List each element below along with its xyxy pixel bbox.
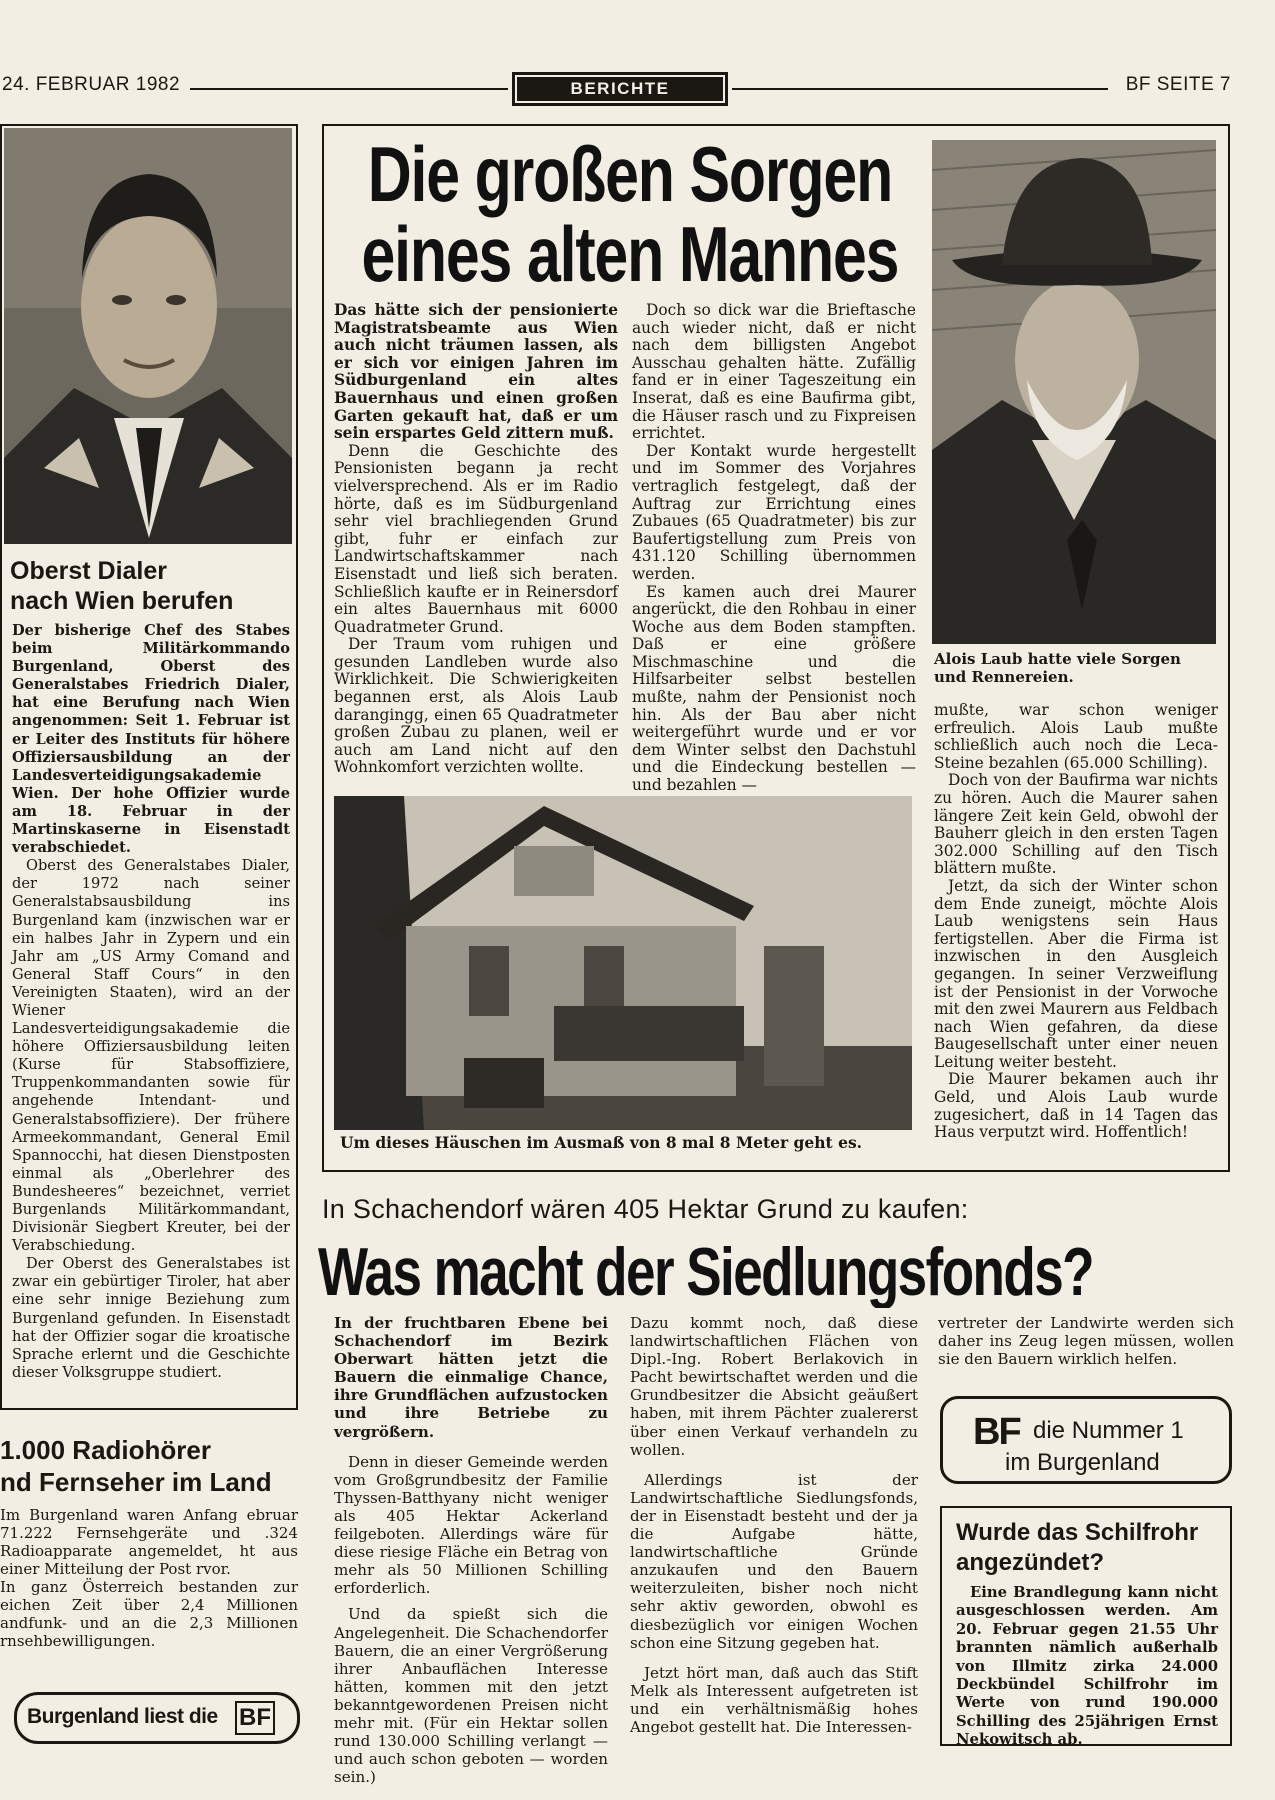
dialer-text bbox=[12, 622, 290, 1382]
old-man-portrait-image bbox=[932, 140, 1216, 644]
radio-headline-line1: 1.000 Radiohörer bbox=[0, 1435, 211, 1465]
main-paragraph: Die Maurer bekamen auch ihr Geld, und Alois Laub wurde zugesichert, daß in 14 Tagen das Haus verputzt wird. Hoffentlich! bbox=[934, 1070, 1218, 1142]
second-paragraph: vertreter der Landwirte werden sich daher ins Zeug legen müssen, wollen sie den Bauern wirklich helfen. bbox=[938, 1314, 1234, 1369]
main-headline-line2: eines alten Mannes bbox=[361, 210, 899, 294]
section-label: BERICHTE bbox=[517, 77, 723, 101]
main-lead: Das hätte sich der pensionierte Magistratsbeamte aus Wien auch nicht träumen lassen, als er sich vor einigen Jahren im Südburgenland ein altes Bauernhaus und einen großen Garten gekauft hat, daß er um sein erspartes Geld zittern muß. bbox=[334, 301, 618, 443]
main-paragraph: Der Kontakt wurde hergestellt und im Sommer des Vorjahres vertraglich festgelegt, daß der Auftrag zur Errichtung eines Zubaues (65 Quadratmeter) bis zur Baufertigstellung zum Preis von 431.120 Schilling übernommen werden. bbox=[632, 441, 916, 583]
second-lead: In der fruchtbaren Ebene bei Schachendorf im Bezirk Oberwart hätten jetzt die Bauern die einmalige Chance, ihre Grundflächen aufzustocken und ihre Betriebe zu vergrößern. bbox=[334, 1314, 608, 1441]
radio-text bbox=[0, 1506, 298, 1650]
main-paragraph: Doch von der Baufirma war nichts zu hören. Auch die Maurer sahen längere Zeit kein Geld, obwohl der Bauherr gleich in den ersten Tagen 302.000 Schilling auf den Tisch blättern mußte. bbox=[934, 771, 1218, 878]
page-number: BF SEITE 7 bbox=[1125, 74, 1231, 95]
main-col3 bbox=[934, 702, 1218, 1142]
main-paragraph: Der Traum vom ruhigen und gesunden Landleben wurde also Wirklichkeit. Die Schwierigkeiten begannen erst, als Alois Laub darangingg, einen 65 Quadratmeter großen Zubau zu planen, weil er auch am Land nicht auf den Wohnkomfort verzichten wollte. bbox=[334, 635, 618, 777]
second-paragraph: Jetzt hört man, daß auch das Stift Melk als Interessent aufgetreten ist und ein verhältnismäßig hohes Angebot gestellt hat. Die Interessen- bbox=[630, 1663, 918, 1736]
bf-ad-line1: die Nummer 1 bbox=[1033, 1417, 1184, 1444]
dialer-photo bbox=[4, 128, 292, 544]
second-col1 bbox=[334, 1314, 608, 1786]
second-paragraph: Und da spießt sich die Angelegenheit. Die Schachendorfer Bauern, die an einer Vergrößerung ihrer Anbauflächen Interesse hätten, kommen mit den jetzt bekanntgewordenen Preisen nicht mehr mit. (Für ein Hektar sollen rund 130.000 Schilling verlangt — und auch schon geboten — worden sein.) bbox=[334, 1605, 608, 1787]
officer-portrait-image bbox=[4, 128, 292, 544]
radio-headline-line2: nd Fernseher im Land bbox=[0, 1467, 272, 1497]
main-headline bbox=[330, 134, 930, 294]
main-paragraph: Doch so dick war die Brieftasche auch wieder nicht, daß er nicht nach dem billigsten Angebot Ausschau gehalten hätte. Zufällig fand er in einer Tageszeitung ein Inserat, daß es eine Baufirma gibt, die Häuser rasch und zu Fixpreisen errichtet. bbox=[632, 301, 916, 443]
bf-logo: BF bbox=[235, 1701, 275, 1735]
schilfrohr-headline bbox=[956, 1518, 1198, 1578]
second-paragraph: Allerdings ist der Landwirtschaftliche Siedlungsfonds, der in Eisenstadt besteht und der ja die Aufgabe hätte, landwirtschaftliche Gründe anzukaufen und den Bauern weiterzuleiten, bisher noch nicht sehr aktiv geworden, obwohl es diesbezüglich vor einigen Wochen schon eine Sitzung gegeben hat. bbox=[630, 1470, 918, 1652]
header-rule-right bbox=[732, 88, 1108, 90]
schilfrohr-box bbox=[940, 1506, 1232, 1749]
main-paragraph: Jetzt, da sich der Winter schon dem Ende zuneigt, möchte Alois Laub wenigstens sein Haus fertigstellen. Aber die Firma ist inzwischen in den Ausgleich gegangen. In seiner Verzweiflung ist der Pensionist in der Vorwoche mit den zwei Maurern aus Feldbach nach Wien gefahren, da diese Baugesellschaft unter einer neuen Leitung weiter besteht. bbox=[934, 876, 1218, 1071]
main-col1 bbox=[334, 302, 618, 777]
house-photo bbox=[334, 796, 912, 1130]
radio-headline bbox=[0, 1434, 298, 1498]
issue-date: 24. FEBRUAR 1982 bbox=[2, 74, 181, 95]
second-col2 bbox=[630, 1314, 918, 1736]
main-paragraph: mußte, war schon weniger erfreulich. Alois Laub mußte schließlich auch noch die Leca-Steine bezahlen (65.000 Schilling). bbox=[934, 701, 1218, 772]
bf-ad-logo: BF bbox=[973, 1411, 1020, 1453]
schilfrohr-paragraph: Eine Brandlegung kann nicht ausgeschlossen werden. Am 20. Februar gegen 21.55 Uhr brannten nämlich außerhalb von Illmitz zirka 24.000 Deckbündel Schilfrohr im Werte von rund 190.000 Schilling des 25jährigen Ernst Nekowitsch ab. bbox=[956, 1584, 1218, 1749]
second-col3 bbox=[938, 1314, 1234, 1368]
bf-ad-line2: im Burgenland bbox=[1005, 1449, 1160, 1476]
dialer-paragraph: Oberst des Generalstabes Dialer, der 1972 nach seiner Generalstabsausbildung ins Burgenland kam (inzwischen war er ein halbes Jahr in Zypern und ein Jahr am „US Army Comand and General Staff Cours“ in den Vereinigten Staaten), wird an der Wiener Landesverteidigungsakademie die höhere Offiziersausbildung leiten (Kurse für Stabsoffiziere, Truppenkommandanten sowie für angehende Intendant- und Generalstabsoffiziere). Der frühere Armeekommandant, General Emil Spannocchi, hat diesen Dienstposten einmal als „Oberlehrer des Bundesheeres“ bezeichnet, verriet Burgenlands Militärkommandant, Divisionär Siegbert Kreuter, bei der Verabschiedung. bbox=[12, 857, 290, 1255]
main-headline-line1: Die großen Sorgen bbox=[367, 134, 893, 218]
second-headline: Was macht der Siedlungsfonds? bbox=[318, 1236, 1094, 1308]
second-kicker: In Schachendorf wären 405 Hektar Grund zu kaufen: bbox=[322, 1194, 969, 1224]
schilfrohr-headline-line1: Wurde das Schilfrohr bbox=[956, 1519, 1199, 1546]
alois-laub-photo bbox=[932, 140, 1216, 644]
promo-box bbox=[14, 1692, 300, 1744]
main-paragraph: Denn die Geschichte des Pensionisten begann ja recht vielversprechend. Als er im Radio hörte, daß es im Südburgenland sehr viel brachliegenden Grund gibt, fuhr er einfach zur Landwirtschaftskammer nach Eisenstadt und ließ sich beraten. Schließlich kaufte er in Reinersdorf ein altes Bauernhaus mit 6000 Quadratmeter Grund. bbox=[334, 441, 618, 636]
second-headline-wrap bbox=[318, 1236, 1238, 1308]
second-paragraph: Dazu kommt noch, daß diese landwirtschaftlichen Flächen von Dipl.-Ing. Robert Berlakovich in Pacht bewirtschaftet werden und die Grundbesitzer die Absicht geäußert haben, mit ihrem Pächter zualererst über einen Verkauf verhandeln zu wollen. bbox=[630, 1314, 918, 1459]
dialer-headline bbox=[10, 556, 296, 616]
section-badge bbox=[512, 72, 728, 106]
schilfrohr-text bbox=[956, 1584, 1218, 1750]
radio-paragraph: In ganz Österreich bestanden zur eichen Zeit über 2,4 Millionen andfunk- und an die 2,3 Millionen rnsehbewilligungen. bbox=[0, 1578, 298, 1650]
dialer-headline-line1: Oberst Dialer bbox=[10, 557, 168, 585]
bf-ad-box bbox=[940, 1396, 1232, 1484]
main-paragraph: Es kamen auch drei Maurer angerückt, die den Rohbau in einer Woche aus dem Boden stampften. Daß er eine größere Mischmaschine und die Hilfsarbeiter selbst bestellen mußte, nahm der Pensionist noch hin. Als der Bau aber nicht weitergeführt wurde und er vor dem Winter selbst den Dachstuhl und die Eindeckung bestellen — und bezahlen — bbox=[632, 582, 916, 795]
main-col2 bbox=[632, 302, 916, 795]
schilfrohr-headline-line2: angezündet? bbox=[956, 1549, 1104, 1576]
house-image bbox=[334, 796, 912, 1130]
promo-text: Burgenland liest die bbox=[27, 1705, 218, 1728]
radio-paragraph: Im Burgenland waren Anfang ebruar 71.222 Fernsehgeräte und .324 Radioapparate angemeldet, ht aus einer Mitteilung der Post rvor. bbox=[0, 1506, 298, 1578]
header-rule-left bbox=[190, 88, 508, 90]
portrait-caption: Alois Laub hatte viele Sorgen und Rennereien. bbox=[934, 650, 1181, 686]
house-caption: Um dieses Häuschen im Ausmaß von 8 mal 8 Meter geht es. bbox=[340, 1133, 863, 1152]
dialer-headline-line2: nach Wien berufen bbox=[10, 587, 234, 615]
second-paragraph: Denn in dieser Gemeinde werden vom Großgrundbesitz der Familie Thyssen-Batthyany nicht weniger als 405 Hektar Ackerland feilgeboten. Allerdings wäre für diese riesige Fläche ein Betrag von mehr als 50 Millionen Schilling erforderlich. bbox=[334, 1452, 608, 1598]
dialer-lead: Der bisherige Chef des Stabes beim Militärkommando Burgenland, Oberst des Generalstabes Friedrich Dialer, hat eine Berufung nach Wien angenommen: Seit 1. Februar ist er Leiter des Instituts für höhere Offiziersausbildung an der Landesverteidigungsakademie Wien. Der hohe Offizier wurde am 18. Februar in der Martinskaserne in Eisenstadt verabschiedet. bbox=[12, 622, 290, 857]
dialer-paragraph: Der Oberst des Generalstabes ist zwar ein gebürtiger Tiroler, hat aber eine sehr innige Beziehung zum Burgenland gefunden. In Eisenstadt hat der Offizier sogar die kroatische Sprache erlernt und die Geschichte dieser Volksgruppe studiert. bbox=[12, 1255, 290, 1381]
